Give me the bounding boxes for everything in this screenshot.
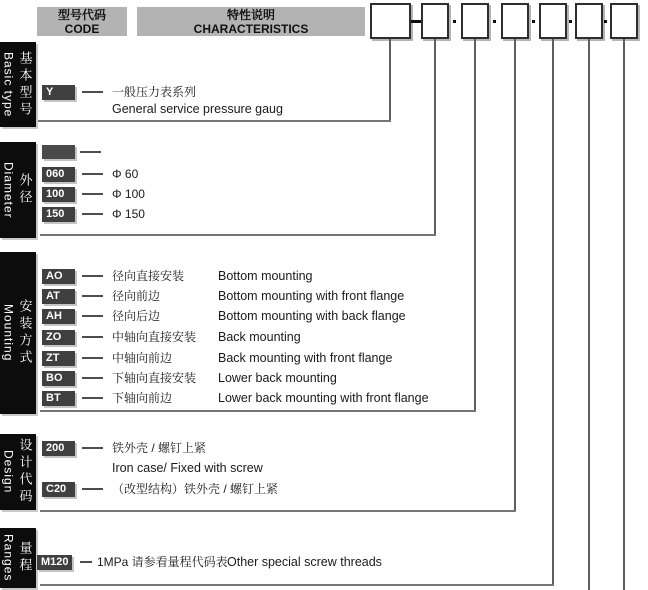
section-label-design [0, 434, 36, 510]
row-description-cn: （改型结构）铁外壳 / 螺钉上紧 [112, 482, 279, 496]
section-label-design-cn: 设计代码 [17, 438, 33, 506]
row-description-cn: 一般压力表系列 [112, 85, 197, 99]
row-description-en: Back mounting with front flange [218, 351, 393, 365]
header-code-box [37, 7, 127, 36]
row-description-en: Back mounting [218, 330, 301, 344]
row-description-en: Iron case/ Fixed with screw [112, 461, 263, 475]
connector-line-slot3 [474, 39, 476, 412]
connector-line-slot2 [434, 39, 436, 236]
row-dash [82, 91, 103, 93]
row-dash [82, 173, 103, 175]
header-characteristics-cn: 特性说明 [226, 7, 275, 22]
section-label-diameter [0, 142, 36, 238]
section-label-diameter-en: Diameter [1, 161, 16, 219]
connector-line-slot4 [514, 39, 516, 512]
row-description-cn: 中轴向前边 [112, 351, 173, 365]
row-description-en: Bottom mounting with front flange [218, 289, 405, 303]
code-chip: C20 [42, 482, 75, 497]
code-chip: 200 [42, 441, 75, 456]
code-separator-dot [569, 20, 572, 23]
row-description-cn: 下轴向直接安装 [112, 371, 197, 385]
code-separator-dot [532, 20, 535, 23]
code-chip: Y [42, 85, 75, 100]
header-code-cn: 型号代码 [57, 7, 106, 22]
section-label-mounting-cn: 安装方式 [17, 299, 33, 367]
section-label-mounting-en: Mounting [1, 304, 16, 362]
section-label-ranges [0, 528, 36, 588]
row-description-cn: Φ 150 [112, 207, 145, 221]
connector-line-diameter [40, 234, 436, 236]
code-chip: BO [42, 371, 75, 386]
section-label-mounting [0, 252, 36, 414]
code-slot-7 [610, 3, 638, 39]
code-slot-1 [370, 3, 411, 39]
code-chip: M120 [37, 555, 72, 570]
row-dash [82, 193, 103, 195]
row-dash [82, 213, 103, 215]
row-description-en: Other special screw threads [227, 555, 382, 569]
row-dash [82, 315, 103, 317]
connector-line-slot1 [389, 39, 391, 122]
connector-line-slot5 [552, 39, 554, 586]
code-separator-dot [453, 20, 456, 23]
code-slot-4 [501, 3, 529, 39]
row-dash [82, 397, 103, 399]
code-separator-dot [604, 20, 607, 23]
section-label-ranges-en: Ranges [1, 534, 16, 582]
section-label-basic-type [0, 42, 36, 127]
header-code-en: CODE [64, 21, 100, 36]
row-description-en: General service pressure gaug [112, 102, 283, 116]
section-label-ranges-cn: 量程 [17, 541, 33, 575]
row-description-cn: 铁外壳 / 螺钉上紧 [112, 441, 207, 455]
section-label-design-en: Design [1, 450, 16, 494]
code-chip: AH [42, 309, 75, 324]
row-description-cn: Φ 60 [112, 167, 139, 181]
row-dash [82, 447, 103, 449]
header-characteristics-box [137, 7, 365, 36]
section-label-basic-en: Basic type [1, 51, 16, 118]
row-description-cn: 下轴向前边 [112, 391, 173, 405]
code-slot-6 [575, 3, 603, 39]
section-label-basic-cn: 基本型号 [17, 50, 33, 119]
code-chip: AT [42, 289, 75, 304]
code-separator-dot [493, 20, 496, 23]
code-separator-dash [411, 20, 421, 23]
row-dash [82, 336, 103, 338]
code-chip: 150 [42, 207, 75, 222]
row-description-en: Lower back mounting with front flange [218, 391, 429, 405]
row-description-cn: 中轴向直接安装 [112, 330, 197, 344]
code-chip: ZO [42, 330, 75, 345]
code-slot-2 [421, 3, 449, 39]
row-description-cn: Φ 100 [112, 187, 145, 201]
code-chip: 060 [42, 167, 75, 182]
connector-line-basic [38, 120, 391, 122]
code-chip-blank [42, 145, 75, 159]
row-dash [80, 151, 101, 153]
connector-line-ranges [40, 584, 554, 586]
connector-line-slot6 [588, 39, 590, 590]
code-chip: 100 [42, 187, 75, 202]
row-description-en: Bottom mounting [218, 269, 313, 283]
row-dash [82, 488, 103, 490]
connector-line-slot7 [623, 39, 625, 590]
row-dash [82, 275, 103, 277]
code-chip: ZT [42, 351, 75, 366]
row-dash [82, 377, 103, 379]
code-slot-3 [461, 3, 489, 39]
code-slot-5 [539, 3, 567, 39]
connector-line-design [40, 510, 516, 512]
row-description-cn: 1MPa 请参看量程代码表 [97, 555, 228, 569]
row-dash [80, 561, 92, 563]
section-label-diameter-cn: 外径 [17, 173, 33, 207]
row-description-cn: 径向直接安装 [112, 269, 185, 283]
row-description-cn: 径向后边 [112, 309, 161, 323]
row-dash [82, 357, 103, 359]
code-chip: BT [42, 391, 75, 406]
code-chip: AO [42, 269, 75, 284]
row-description-cn: 径向前边 [112, 289, 161, 303]
header-characteristics-en: CHARACTERISTICS [193, 21, 309, 36]
row-dash [82, 295, 103, 297]
row-description-en: Bottom mounting with back flange [218, 309, 406, 323]
connector-line-mounting [40, 410, 476, 412]
row-description-en: Lower back mounting [218, 371, 337, 385]
